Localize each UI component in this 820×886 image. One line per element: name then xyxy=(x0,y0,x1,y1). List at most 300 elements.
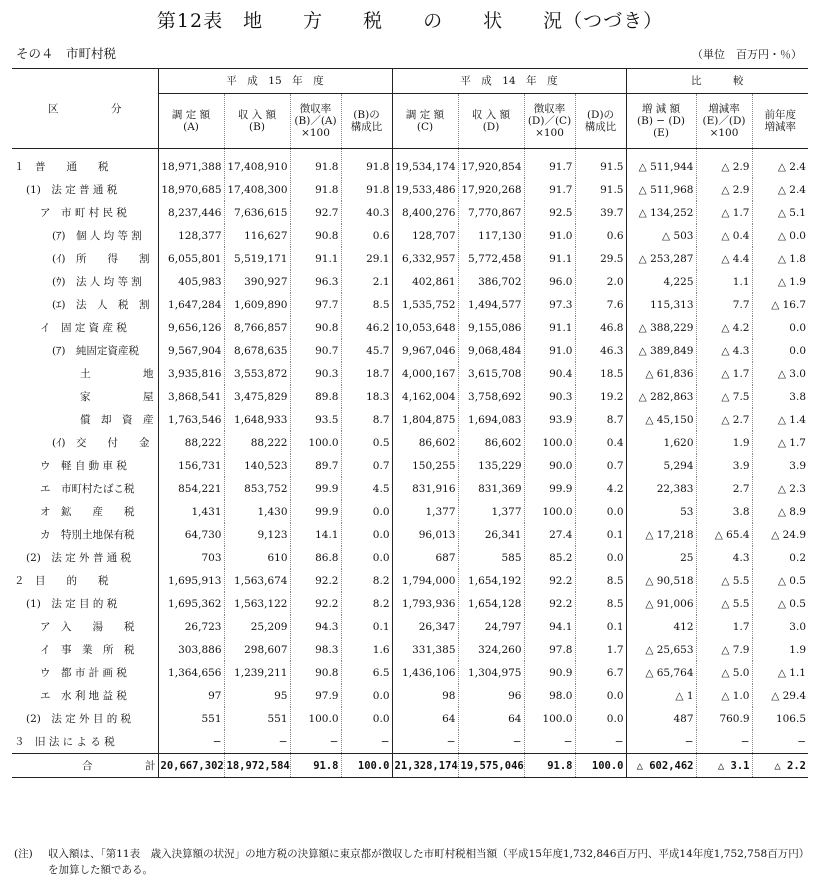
cell-value: 8,766,857 xyxy=(224,316,290,339)
cell-value: 7,636,615 xyxy=(224,201,290,224)
table-row xyxy=(12,615,808,638)
cell-value: 3.8 xyxy=(752,385,808,408)
cell-value: 7.6 xyxy=(575,293,626,316)
table-row xyxy=(12,431,808,454)
cell-value: 135,229 xyxy=(458,454,524,477)
row-label: ウ 都 市 計 画 税 xyxy=(40,667,127,679)
cell-value: 18,971,388 xyxy=(158,149,224,179)
cell-value: 8.7 xyxy=(575,408,626,431)
row-label: (ｲ) 交 付 金 xyxy=(52,437,150,449)
cell-value: 92.7 xyxy=(290,201,341,224)
cell-value: 8,400,276 xyxy=(392,201,458,224)
cell-value: 760.9 xyxy=(696,707,752,730)
cell-value: 8.5 xyxy=(575,592,626,615)
cell-value: − xyxy=(626,730,696,754)
cell-value: 85.2 xyxy=(524,546,575,569)
cell-value: △ 2.4 xyxy=(752,178,808,201)
cell-value: 14.1 xyxy=(290,523,341,546)
table-row xyxy=(12,201,808,224)
cell-value: △ 4.4 xyxy=(696,247,752,270)
cell-value: 2.0 xyxy=(575,270,626,293)
cell-value: 128,377 xyxy=(158,224,224,247)
cell-value: 8.5 xyxy=(341,293,392,316)
cell-value: 90.3 xyxy=(290,362,341,385)
table-row xyxy=(12,385,808,408)
cell-value: 96 xyxy=(458,684,524,707)
cell-value: 53 xyxy=(626,500,696,523)
table-row xyxy=(12,638,808,661)
row-label: 家 屋 xyxy=(80,391,154,403)
cell-value: 1,647,284 xyxy=(158,293,224,316)
table-row xyxy=(12,523,808,546)
cell-value: 405,983 xyxy=(158,270,224,293)
cell-value: 1,695,362 xyxy=(158,592,224,615)
cell-value: 9,656,126 xyxy=(158,316,224,339)
cell-value: 8.2 xyxy=(341,569,392,592)
header-kubun: 区 分 xyxy=(12,69,158,149)
cell-value: − xyxy=(575,730,626,754)
cell-value: 91.8 xyxy=(524,754,575,778)
cell-value: 1.7 xyxy=(575,638,626,661)
cell-value: 17,408,910 xyxy=(224,149,290,179)
cell-value: 1.1 xyxy=(696,270,752,293)
cell-value: △ 1.4 xyxy=(752,408,808,431)
cell-value: 100.0 xyxy=(341,754,392,778)
cell-value: − xyxy=(392,730,458,754)
row-label: イ 事 業 所 税 xyxy=(40,644,135,656)
cell-value: 25,209 xyxy=(224,615,290,638)
cell-value: 18.3 xyxy=(341,385,392,408)
column-header: 調 定 額 (C) xyxy=(392,94,458,149)
cell-value: 324,260 xyxy=(458,638,524,661)
cell-value: 39.7 xyxy=(575,201,626,224)
table-row xyxy=(12,293,808,316)
cell-value: △ 29.4 xyxy=(752,684,808,707)
cell-value: 9,155,086 xyxy=(458,316,524,339)
cell-value: 7,770,867 xyxy=(458,201,524,224)
table-row xyxy=(12,178,808,201)
cell-value: 3.9 xyxy=(696,454,752,477)
cell-value: △ 511,944 xyxy=(626,149,696,179)
cell-value: 8,237,446 xyxy=(158,201,224,224)
cell-value: 90.4 xyxy=(524,362,575,385)
cell-value: △ 134,252 xyxy=(626,201,696,224)
cell-value: 29.5 xyxy=(575,247,626,270)
cell-value: 8,678,635 xyxy=(224,339,290,362)
cell-value: 0.1 xyxy=(575,523,626,546)
cell-value: 64,730 xyxy=(158,523,224,546)
cell-value: 4.3 xyxy=(696,546,752,569)
cell-value: △ 2.3 xyxy=(752,477,808,500)
cell-value: △ 1.0 xyxy=(696,684,752,707)
cell-value: 26,347 xyxy=(392,615,458,638)
cell-value: 853,752 xyxy=(224,477,290,500)
cell-value: 5,294 xyxy=(626,454,696,477)
cell-value: 0.6 xyxy=(575,224,626,247)
cell-value: 91.8 xyxy=(290,754,341,778)
cell-value: 9,123 xyxy=(224,523,290,546)
cell-value: 91.1 xyxy=(524,247,575,270)
cell-value: 3.9 xyxy=(752,454,808,477)
cell-value: 0.0 xyxy=(575,546,626,569)
cell-value: △ 1.9 xyxy=(752,270,808,293)
row-label: (1) 法 定 普 通 税 xyxy=(26,184,118,196)
cell-value: 100.0 xyxy=(290,707,341,730)
cell-value: 20,667,302 xyxy=(158,754,224,778)
cell-value: 94.3 xyxy=(290,615,341,638)
cell-value: 5,772,458 xyxy=(458,247,524,270)
cell-value: 91.5 xyxy=(575,178,626,201)
cell-value: 1,377 xyxy=(458,500,524,523)
table-row xyxy=(12,569,808,592)
cell-value: 86.8 xyxy=(290,546,341,569)
footnote-text: 収入額は、「第11表 歳入決算額の状況」の地方税の決算額に東京都が徴収した市町村税相当額（平成15年度1,732,846百万円、平成14年度1,752,758百万円）を加算した額である。 xyxy=(48,848,810,876)
cell-value: 98.0 xyxy=(524,684,575,707)
cell-value: 86,602 xyxy=(458,431,524,454)
cell-value: 1,694,083 xyxy=(458,408,524,431)
cell-value: 0.0 xyxy=(575,500,626,523)
row-label: カ 特別土地保有税 xyxy=(40,529,135,541)
row-label: 合 計 xyxy=(12,754,158,778)
cell-value: △ 2.9 xyxy=(696,178,752,201)
table-row xyxy=(12,730,808,754)
cell-value: 1,654,192 xyxy=(458,569,524,592)
row-label: オ 鉱 産 税 xyxy=(40,506,135,518)
cell-value: 0.6 xyxy=(341,224,392,247)
cell-value: 412 xyxy=(626,615,696,638)
cell-value: 27.4 xyxy=(524,523,575,546)
cell-value: 100.0 xyxy=(524,500,575,523)
cell-value: 89.7 xyxy=(290,454,341,477)
cell-value: 94.1 xyxy=(524,615,575,638)
cell-value: 1,794,000 xyxy=(392,569,458,592)
cell-value: 90.8 xyxy=(290,661,341,684)
cell-value: 19,575,046 xyxy=(458,754,524,778)
row-label: ３ 旧 法 に よ る 税 xyxy=(14,736,115,748)
cell-value: 64 xyxy=(458,707,524,730)
tax-table xyxy=(12,68,808,778)
row-label: 土 地 xyxy=(80,368,154,380)
cell-value: 1,763,546 xyxy=(158,408,224,431)
table-row xyxy=(12,362,808,385)
cell-value: 106.5 xyxy=(752,707,808,730)
cell-value: 1,563,674 xyxy=(224,569,290,592)
cell-value: 9,567,904 xyxy=(158,339,224,362)
cell-value: 91.0 xyxy=(524,339,575,362)
cell-value: 90.7 xyxy=(290,339,341,362)
cell-value: 10,053,648 xyxy=(392,316,458,339)
cell-value: △ 17,218 xyxy=(626,523,696,546)
row-label: (ｳ) 法 人 均 等 割 xyxy=(52,276,142,288)
cell-value: 331,385 xyxy=(392,638,458,661)
cell-value: 1,494,577 xyxy=(458,293,524,316)
cell-value: 0.1 xyxy=(341,615,392,638)
cell-value: 92.5 xyxy=(524,201,575,224)
cell-value: 97.8 xyxy=(524,638,575,661)
cell-value: 97 xyxy=(158,684,224,707)
cell-value: △ 2.4 xyxy=(752,149,808,179)
row-label: (1) 法 定 目 的 税 xyxy=(26,598,118,610)
cell-value: △ 1 xyxy=(626,684,696,707)
cell-value: 115,313 xyxy=(626,293,696,316)
cell-value: 24,797 xyxy=(458,615,524,638)
cell-value: △ 5.0 xyxy=(696,661,752,684)
cell-value: 40.3 xyxy=(341,201,392,224)
row-label: イ 固 定 資 産 税 xyxy=(40,322,127,334)
cell-value: 8.5 xyxy=(575,569,626,592)
column-header: 徴収率 (D)／(C) ×100 xyxy=(524,94,575,149)
cell-value: △ 5.5 xyxy=(696,569,752,592)
cell-value: 0.0 xyxy=(575,707,626,730)
cell-value: 128,707 xyxy=(392,224,458,247)
cell-value: 487 xyxy=(626,707,696,730)
cell-value: △ 1.7 xyxy=(696,201,752,224)
cell-value: △ 8.9 xyxy=(752,500,808,523)
cell-value: 1,804,875 xyxy=(392,408,458,431)
cell-value: 1,654,128 xyxy=(458,592,524,615)
cell-value: 2.7 xyxy=(696,477,752,500)
cell-value: △ 2.2 xyxy=(752,754,808,778)
cell-value: 21,328,174 xyxy=(392,754,458,778)
cell-value: △ 5.1 xyxy=(752,201,808,224)
table-row xyxy=(12,247,808,270)
row-label: (ｱ) 個 人 均 等 割 xyxy=(52,230,142,242)
cell-value: 88,222 xyxy=(158,431,224,454)
cell-value: 18,972,584 xyxy=(224,754,290,778)
row-label: (ｱ) 純固定資産税 xyxy=(52,345,139,357)
table-row xyxy=(12,661,808,684)
column-header: (D)の 構成比 xyxy=(575,94,626,149)
row-label: (2) 法 定 外 目 的 税 xyxy=(26,713,132,725)
cell-value: 0.0 xyxy=(341,707,392,730)
cell-value: 386,702 xyxy=(458,270,524,293)
cell-value: 150,255 xyxy=(392,454,458,477)
cell-value: 1.7 xyxy=(696,615,752,638)
cell-value: 3,553,872 xyxy=(224,362,290,385)
cell-value: △ 4.2 xyxy=(696,316,752,339)
cell-value: − xyxy=(524,730,575,754)
cell-value: 0.0 xyxy=(575,684,626,707)
cell-value: 91.7 xyxy=(524,178,575,201)
cell-value: 4,000,167 xyxy=(392,362,458,385)
cell-value: △ 7.5 xyxy=(696,385,752,408)
cell-value: 90.8 xyxy=(290,224,341,247)
cell-value: 96.0 xyxy=(524,270,575,293)
cell-value: △ 25,653 xyxy=(626,638,696,661)
cell-value: 88,222 xyxy=(224,431,290,454)
cell-value: 19,534,174 xyxy=(392,149,458,179)
cell-value: − xyxy=(752,730,808,754)
cell-value: 18.5 xyxy=(575,362,626,385)
cell-value: 98 xyxy=(392,684,458,707)
cell-value: 90.0 xyxy=(524,454,575,477)
cell-value: − xyxy=(290,730,341,754)
cell-value: 0.0 xyxy=(341,500,392,523)
cell-value: 17,920,854 xyxy=(458,149,524,179)
cell-value: △ 1.7 xyxy=(696,362,752,385)
cell-value: 0.0 xyxy=(752,316,808,339)
cell-value: 5,519,171 xyxy=(224,247,290,270)
cell-value: 96,013 xyxy=(392,523,458,546)
table-row xyxy=(12,592,808,615)
cell-value: 100.0 xyxy=(524,707,575,730)
header-h15: 平 成 15 年 度 xyxy=(158,69,392,94)
cell-value: △ 2.9 xyxy=(696,149,752,179)
cell-value: 96.3 xyxy=(290,270,341,293)
cell-value: 1,609,890 xyxy=(224,293,290,316)
cell-value: 26,341 xyxy=(458,523,524,546)
table-row xyxy=(12,477,808,500)
cell-value: 0.0 xyxy=(341,523,392,546)
cell-value: △ 389,849 xyxy=(626,339,696,362)
cell-value: 26,723 xyxy=(158,615,224,638)
cell-value: 95 xyxy=(224,684,290,707)
row-label: エ 市町村たばこ税 xyxy=(40,483,135,495)
cell-value: 90.9 xyxy=(524,661,575,684)
cell-value: 1,695,913 xyxy=(158,569,224,592)
column-header: (B)の 構成比 xyxy=(341,94,392,149)
header-hikaku: 比 較 xyxy=(626,69,808,94)
total-row xyxy=(12,754,808,778)
cell-value: 0.4 xyxy=(575,431,626,454)
table-row xyxy=(12,707,808,730)
cell-value: 8.7 xyxy=(341,408,392,431)
table-row xyxy=(12,500,808,523)
cell-value: △ 503 xyxy=(626,224,696,247)
cell-value: − xyxy=(341,730,392,754)
cell-value: 29.1 xyxy=(341,247,392,270)
cell-value: 46.3 xyxy=(575,339,626,362)
cell-value: 1.9 xyxy=(696,431,752,454)
row-label: (2) 法 定 外 普 通 税 xyxy=(26,552,132,564)
table-row xyxy=(12,270,808,293)
cell-value: △ 7.9 xyxy=(696,638,752,661)
cell-value: 854,221 xyxy=(158,477,224,500)
cell-value: 831,369 xyxy=(458,477,524,500)
cell-value: 156,731 xyxy=(158,454,224,477)
row-label: 償 却 資 産 xyxy=(80,414,154,426)
cell-value: 1,436,106 xyxy=(392,661,458,684)
table-row xyxy=(12,684,808,707)
cell-value: 91.0 xyxy=(524,224,575,247)
cell-value: 91.5 xyxy=(575,149,626,179)
column-header: 収 入 額 (D) xyxy=(458,94,524,149)
cell-value: 3.8 xyxy=(696,500,752,523)
cell-value: 0.5 xyxy=(341,431,392,454)
cell-value: 91.8 xyxy=(290,149,341,179)
cell-value: △ 1.8 xyxy=(752,247,808,270)
cell-value: 92.2 xyxy=(290,592,341,615)
cell-value: 4,225 xyxy=(626,270,696,293)
column-header: 収 入 額 (B) xyxy=(224,94,290,149)
cell-value: 703 xyxy=(158,546,224,569)
cell-value: 8.2 xyxy=(341,592,392,615)
cell-value: 1,648,933 xyxy=(224,408,290,431)
cell-value: 99.9 xyxy=(524,477,575,500)
cell-value: 7.7 xyxy=(696,293,752,316)
cell-value: 6,332,957 xyxy=(392,247,458,270)
footnote xyxy=(14,846,814,878)
cell-value: 22,383 xyxy=(626,477,696,500)
cell-value: 97.7 xyxy=(290,293,341,316)
cell-value: 1,563,122 xyxy=(224,592,290,615)
cell-value: 91.7 xyxy=(524,149,575,179)
cell-value: − xyxy=(224,730,290,754)
cell-value: 140,523 xyxy=(224,454,290,477)
cell-value: 298,607 xyxy=(224,638,290,661)
cell-value: △ 61,836 xyxy=(626,362,696,385)
cell-value: 1.9 xyxy=(752,638,808,661)
cell-value: 97.3 xyxy=(524,293,575,316)
cell-value: △ 282,863 xyxy=(626,385,696,408)
cell-value: 0.0 xyxy=(752,339,808,362)
cell-value: △ 90,518 xyxy=(626,569,696,592)
cell-value: △ 45,150 xyxy=(626,408,696,431)
cell-value: 0.7 xyxy=(341,454,392,477)
cell-value: 1,535,752 xyxy=(392,293,458,316)
cell-value: 0.0 xyxy=(341,684,392,707)
cell-value: 46.8 xyxy=(575,316,626,339)
cell-value: 303,886 xyxy=(158,638,224,661)
cell-value: △ 1.7 xyxy=(752,431,808,454)
column-header: 調 定 額 (A) xyxy=(158,94,224,149)
cell-value: 97.9 xyxy=(290,684,341,707)
cell-value: 551 xyxy=(158,707,224,730)
cell-value: 19,533,486 xyxy=(392,178,458,201)
cell-value: 687 xyxy=(392,546,458,569)
cell-value: 100.0 xyxy=(575,754,626,778)
cell-value: 93.9 xyxy=(524,408,575,431)
cell-value: △ 3.0 xyxy=(752,362,808,385)
row-label: ア 市 町 村 民 税 xyxy=(40,207,127,219)
cell-value: △ 1.1 xyxy=(752,661,808,684)
header-h14: 平 成 14 年 度 xyxy=(392,69,626,94)
cell-value: 90.3 xyxy=(524,385,575,408)
cell-value: △ 511,968 xyxy=(626,178,696,201)
unit-label: （単位 百万円・％） xyxy=(692,48,802,61)
cell-value: △ 5.5 xyxy=(696,592,752,615)
cell-value: 90.8 xyxy=(290,316,341,339)
cell-value: 89.8 xyxy=(290,385,341,408)
cell-value: 6,055,801 xyxy=(158,247,224,270)
cell-value: △ 91,006 xyxy=(626,592,696,615)
row-label: １ 普 通 税 xyxy=(14,161,109,173)
column-header: 徴収率 (B)／(A) ×100 xyxy=(290,94,341,149)
cell-value: − xyxy=(696,730,752,754)
cell-value: 4,162,004 xyxy=(392,385,458,408)
cell-value: 9,068,484 xyxy=(458,339,524,362)
cell-value: 98.3 xyxy=(290,638,341,661)
cell-value: 64 xyxy=(392,707,458,730)
cell-value: 4.2 xyxy=(575,477,626,500)
cell-value: 1,793,936 xyxy=(392,592,458,615)
page-title: 第12表 地 方 税 の 状 況（つづき） xyxy=(156,10,664,32)
cell-value: 0.0 xyxy=(341,546,392,569)
table-row xyxy=(12,408,808,431)
cell-value: 0.2 xyxy=(752,546,808,569)
cell-value: 117,130 xyxy=(458,224,524,247)
cell-value: 93.5 xyxy=(290,408,341,431)
cell-value: 3,935,816 xyxy=(158,362,224,385)
cell-value: 116,627 xyxy=(224,224,290,247)
column-header: 前年度 増減率 xyxy=(752,94,808,149)
cell-value: 3,868,541 xyxy=(158,385,224,408)
cell-value: 831,916 xyxy=(392,477,458,500)
cell-value: 100.0 xyxy=(290,431,341,454)
cell-value: 46.2 xyxy=(341,316,392,339)
cell-value: 19.2 xyxy=(575,385,626,408)
cell-value: 92.2 xyxy=(290,569,341,592)
